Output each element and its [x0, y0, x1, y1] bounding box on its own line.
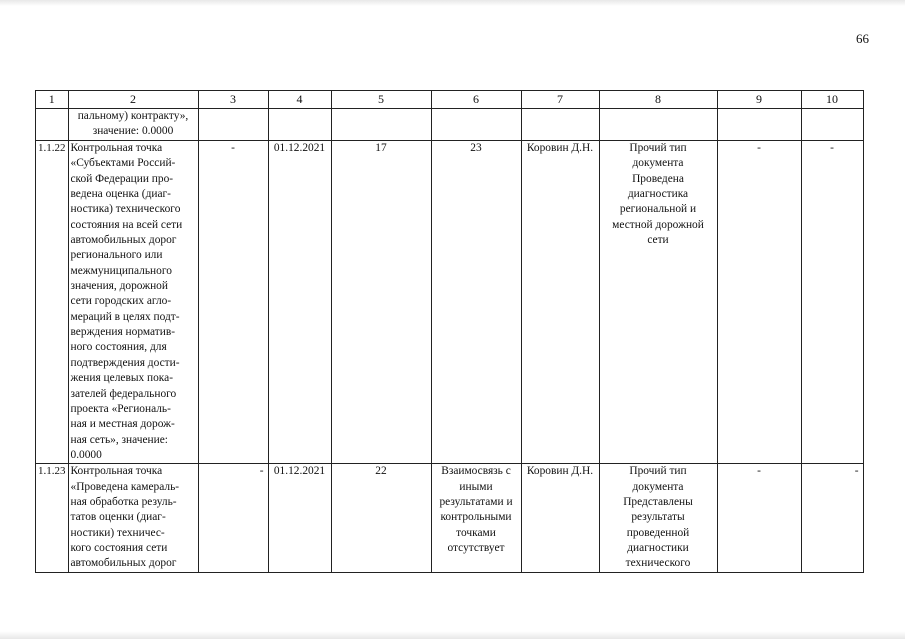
column-header: 2: [68, 91, 198, 109]
col8-line: проведенной: [626, 526, 690, 539]
col6-line: 23: [470, 142, 482, 154]
name-line: верждения норматив-: [70, 326, 176, 339]
col6-line: отсутствует: [447, 541, 505, 554]
name-line: зателей федерального: [70, 387, 177, 400]
name-line: подтверждения дости-: [70, 356, 180, 369]
cell-col3: -: [198, 141, 268, 464]
cell-col9: -: [717, 141, 801, 464]
col8-line: Прочий тип: [629, 142, 687, 154]
column-header: 3: [198, 91, 268, 109]
cell-col10: [801, 109, 863, 141]
cell-col5: 17: [331, 141, 431, 464]
col8-line: документа: [632, 157, 684, 170]
name-line: 0.0000: [70, 448, 102, 461]
col8-line: документа: [632, 480, 684, 493]
cell-col6: [431, 109, 521, 141]
name-line: жения целевых пока-: [70, 372, 174, 385]
name-line: татов оценки (диаг-: [70, 511, 166, 524]
cell-col8: [599, 464, 717, 572]
name-line: «Проведена камераль-: [70, 480, 180, 493]
cell-responsible: Коровин Д.Н.: [521, 141, 599, 464]
col8-line: результаты: [631, 511, 685, 524]
cell-responsible: Коровин Д.Н.: [521, 464, 599, 572]
cell-name: [68, 109, 198, 141]
cell-col3: -: [198, 464, 268, 572]
cell-col5: 22: [331, 464, 431, 572]
name-line: мераций в целях подт-: [70, 310, 180, 323]
name-line: ная обработка резуль-: [70, 495, 177, 508]
name-line: ная и местная дорож-: [70, 418, 175, 431]
column-header: 7: [521, 91, 599, 109]
table-header-row: [36, 91, 864, 109]
name-line: состояния на всей сети: [70, 218, 183, 231]
col8-line: местной дорожной: [612, 218, 704, 231]
name-line: ностики) техничес-: [70, 526, 165, 539]
page-number: 66: [856, 31, 869, 46]
scan-edge-top: [0, 0, 905, 6]
col6-line: результатами и: [439, 495, 513, 508]
name-line: значения, дорожной: [70, 280, 168, 293]
col6-line: Взаимосвязь с: [441, 465, 511, 478]
col8-line: диагностики: [627, 541, 689, 554]
cell-date: [268, 109, 331, 141]
cell-col9: -: [717, 464, 801, 572]
cell-date: 01.12.2021: [268, 464, 331, 572]
col8-line: технического: [625, 557, 691, 570]
cell-num: 1.1.22: [36, 141, 69, 464]
column-header: 1: [36, 91, 69, 109]
cell-col6: [431, 141, 521, 464]
cell-col6: [431, 464, 521, 572]
scan-edge-bottom: [0, 631, 905, 639]
name-line: межмуниципального: [70, 264, 172, 277]
cell-col8: [599, 141, 717, 464]
name-line: Контрольная точка: [70, 465, 163, 478]
column-header: 5: [331, 91, 431, 109]
name-line: сети городских агло-: [70, 295, 172, 308]
cell-name: [68, 141, 198, 464]
col8-line: региональной и: [619, 203, 697, 216]
name-line: ведена оценка (диаг-: [70, 188, 171, 201]
document-table: [35, 90, 864, 573]
cell-responsible: [521, 109, 599, 141]
name-line: ная сеть», значение:: [70, 433, 168, 446]
col6-line: контрольными: [440, 511, 512, 524]
col8-line: диагностика: [627, 188, 689, 201]
cell-col10: -: [801, 141, 863, 464]
column-header: 10: [801, 91, 863, 109]
cell-name: [68, 464, 198, 572]
cell-date: 01.12.2021: [268, 141, 331, 464]
cell-num: [36, 109, 69, 141]
name-line: «Субъектами Россий-: [70, 157, 176, 170]
column-header: 6: [431, 91, 521, 109]
table-row: [36, 141, 864, 464]
cell-col10: -: [801, 464, 863, 572]
name-line: пальному) контракту»,: [77, 110, 189, 122]
col8-line: сети: [647, 234, 669, 247]
name-line: ного состояния, для: [70, 341, 167, 354]
col8-line: Проведена: [632, 172, 684, 185]
name-line: ностика) технического: [70, 203, 181, 216]
column-header: 9: [717, 91, 801, 109]
name-line: Контрольная точка: [70, 142, 163, 154]
cell-col3: [198, 109, 268, 141]
cell-col5: [331, 109, 431, 141]
name-line: автомобильных дорог: [70, 234, 177, 247]
name-line: кого состояния сети: [70, 541, 168, 554]
name-line: ской Федерации про-: [70, 172, 174, 185]
name-line: значение: 0.0000: [92, 125, 174, 138]
name-line: проекта «Региональ-: [70, 402, 171, 415]
cell-num: 1.1.23: [36, 464, 69, 572]
name-line: автомобильных дорог: [70, 557, 177, 570]
cell-col9: [717, 109, 801, 141]
col8-line: Прочий тип: [629, 465, 687, 478]
col6-line: точками: [456, 526, 496, 539]
col6-line: иными: [459, 480, 493, 493]
column-header: 4: [268, 91, 331, 109]
col8-line: Представлены: [623, 495, 693, 508]
table-row-continuation: [36, 109, 864, 141]
cell-col8: [599, 109, 717, 141]
table-row: [36, 464, 864, 572]
name-line: регионального или: [70, 249, 163, 262]
column-header: 8: [599, 91, 717, 109]
